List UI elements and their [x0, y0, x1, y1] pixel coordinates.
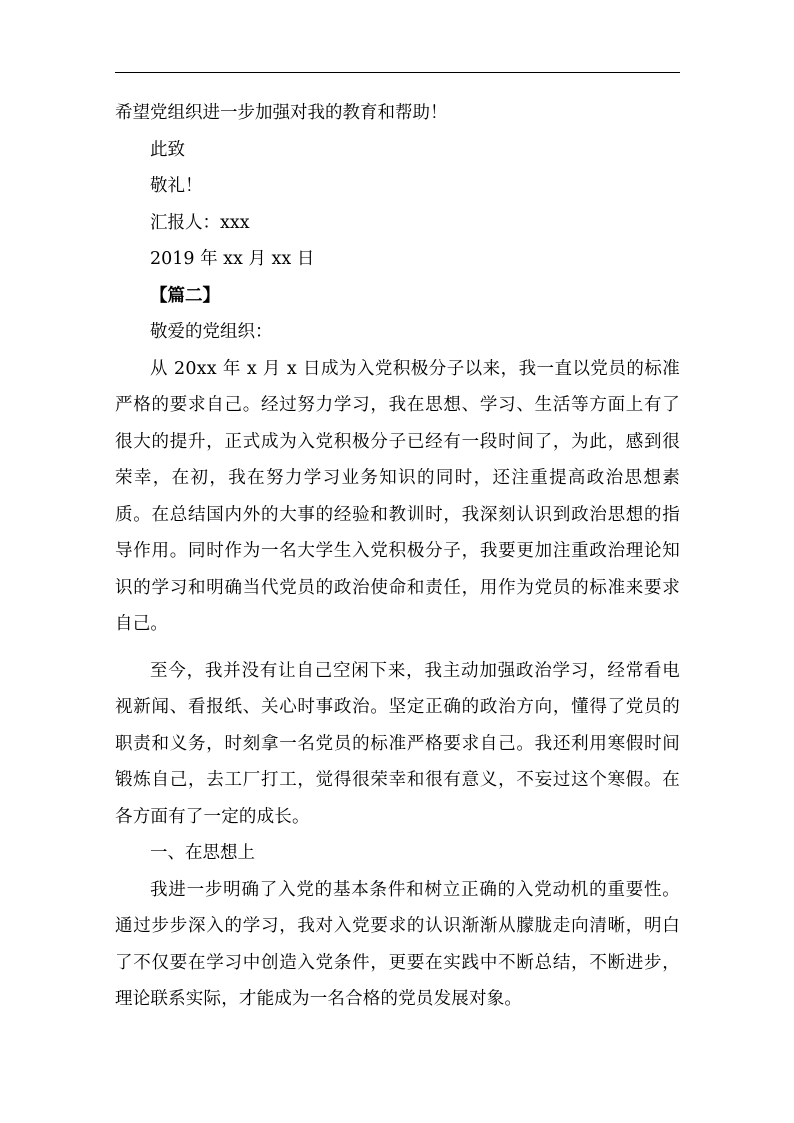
paragraph-spacer — [115, 643, 680, 653]
report-date: 2019 年 xx 月 xx 日 — [150, 249, 315, 269]
body-paragraph-2: 至今，我并没有让自己空闲下来，我主动加强政治学习，经常看电视新闻、看报纸、关心时事政治。坚定正确的政治方向，懂得了党员的职责和义务，时刻拿一名党员的标准严格要求自己。我还利用寒假时间锻炼自己，去工厂打工，觉得很荣幸和很有意义，不妄过这个寒假。在各方面有了一定的成长。 — [115, 660, 680, 827]
closing-line: 希望党组织进一步加强对我的教育和帮助！ — [115, 103, 448, 123]
header-rule — [115, 72, 680, 73]
salutation-close: 此致 — [150, 139, 185, 160]
regards: 敬礼！ — [150, 176, 203, 196]
body-paragraph-1: 从 20xx 年 x 月 x 日成为入党积极分子以来，我一直以党员的标准严格的要求自己。经过努力学习，我在思想、学习、生活等方面上有了很大的提升，正式成为入党积极分子已经有一段时间了，为此，感到很荣幸，在初，我在努力学习业务知识的同时，还注重提高政治思想素质。在总结国内外的大事的经验和教训时，我深刻认识到政治思想的指导作用。同时作为一名大学生入党积极分子，我要更加注重政治理论知识的学习和明确当代党员的政治使命和责任，用作为党员的标准来要求自己。 — [115, 358, 680, 634]
subsection-heading: 一、在思想上 — [150, 843, 255, 863]
greeting: 敬爱的党组织： — [150, 322, 273, 342]
body-paragraph-3: 我进一步明确了入党的基本条件和树立正确的入党动机的重要性。通过步步深入的学习，我对入党要求的认识渐渐从朦胧走向清晰，明白了不仅要在学习中创造入党条件，更要在实践中不断总结，不断进步，理论联系实际，才能成为一名合格的党员发展对象。 — [115, 879, 680, 1009]
reporter-signature: 汇报人：xxx — [150, 212, 250, 233]
document-body — [115, 95, 680, 1018]
section-heading: 【篇二】 — [150, 285, 220, 306]
